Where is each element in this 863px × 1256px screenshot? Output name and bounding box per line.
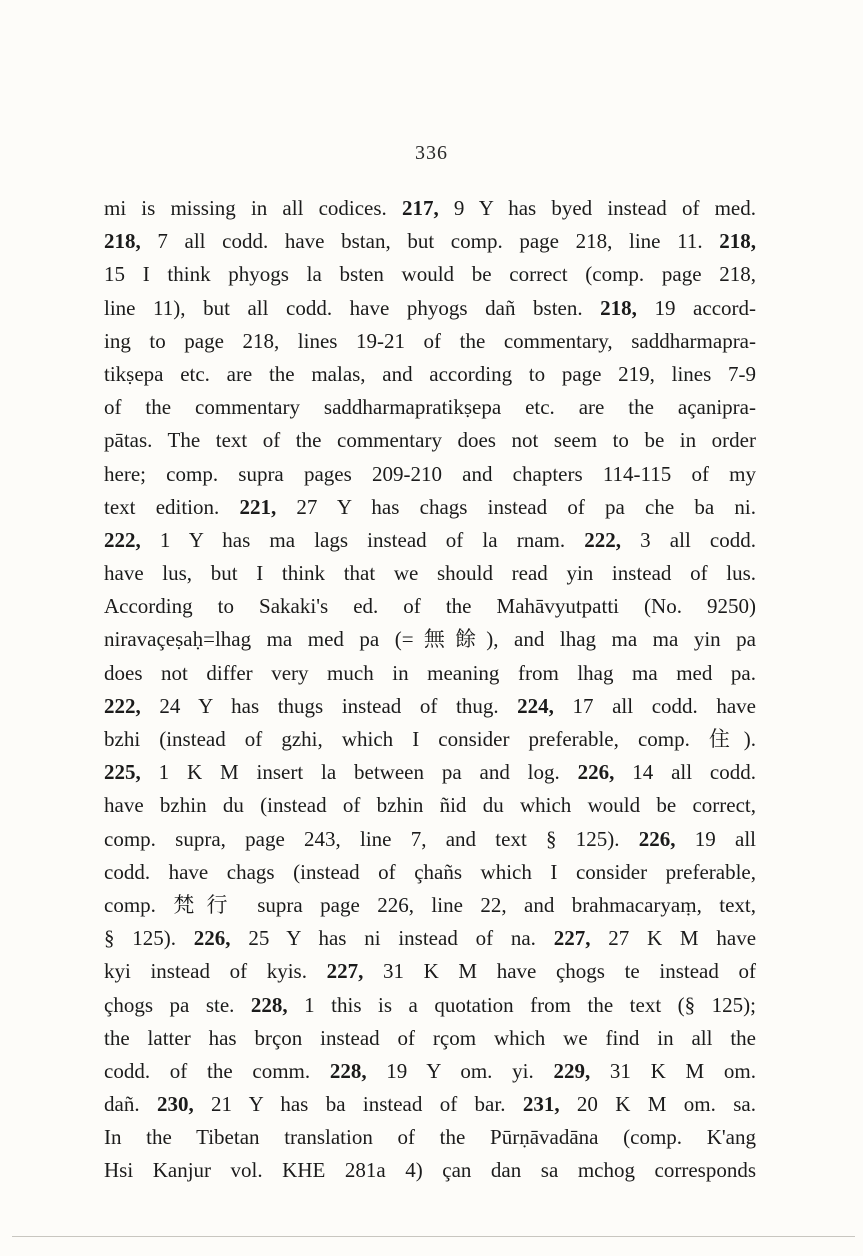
text-segment: text edition. — [104, 494, 240, 519]
reference-number: 226, — [193, 926, 231, 951]
text-segment: codd. have chags (instead of çhañs which I consider preferable, — [104, 859, 756, 884]
text-line — [104, 458, 756, 491]
text-line — [104, 989, 756, 1022]
text-line — [104, 590, 756, 623]
reference-number: 222, — [584, 527, 622, 552]
text-line — [104, 325, 756, 358]
text-line — [104, 491, 756, 524]
text-segment: 20 K M om. sa. — [559, 1092, 756, 1117]
text-segment: 25 Y has ni instead of na. — [230, 926, 554, 951]
text-segment: 21 Y has ba instead of bar. — [193, 1092, 523, 1117]
text-line — [104, 225, 756, 258]
text-line — [104, 856, 756, 889]
text-line — [104, 1154, 756, 1187]
reference-number: 229, — [553, 1058, 591, 1083]
text-segment: 7 all codd. have bstan, but comp. page 218, line 11. — [140, 229, 720, 254]
text-segment: 14 all codd. — [614, 760, 756, 785]
text-segment: In the Tibetan translation of the Pūrṇāvadāna (comp. K'ang — [104, 1125, 756, 1150]
text-segment: tikṣepa etc. are the malas, and according to page 219, lines 7-9 — [104, 361, 756, 386]
text-segment: 24 Y has thugs instead of thug. — [140, 693, 518, 718]
text-line — [104, 922, 756, 955]
text-segment: comp. supra, page 243, line 7, and text § 125). — [104, 826, 639, 851]
reference-number: 218, — [600, 295, 637, 320]
text-line — [104, 391, 756, 424]
text-segment: the latter has brçon instead of rçom which we find in all the — [104, 1025, 756, 1050]
reference-number: 222, — [104, 693, 141, 718]
text-segment: 27 K M have — [590, 926, 757, 951]
text-line — [104, 192, 756, 225]
text-segment: 31 K M have çhogs te instead of — [363, 959, 756, 984]
text-segment: Hsi Kanjur vol. KHE 281a 4) çan dan sa mchog corresponds — [104, 1158, 756, 1183]
reference-number: 227, — [326, 959, 364, 984]
text-segment: 19 all — [675, 826, 756, 851]
text-line — [104, 1055, 756, 1088]
text-segment: codd. of the comm. — [104, 1058, 330, 1083]
text-line — [104, 823, 756, 856]
text-segment: 31 K M om. — [590, 1058, 756, 1083]
page-number: 336 — [415, 142, 448, 164]
text-line — [104, 1088, 756, 1121]
text-line — [104, 789, 756, 822]
reference-number: 218, — [104, 229, 141, 254]
reference-number: 228, — [329, 1058, 367, 1083]
reference-number: 225, — [104, 760, 141, 785]
reference-number: 230, — [156, 1092, 194, 1117]
text-segment: have bzhin du (instead of bzhin ñid du which would be correct, — [104, 793, 756, 818]
reference-number: 221, — [239, 494, 277, 519]
text-line — [104, 358, 756, 391]
text-segment: § 125). — [104, 926, 194, 951]
reference-number: 226, — [638, 826, 676, 851]
text-segment: 1 K M insert la between pa and log. — [140, 760, 578, 785]
text-segment: 1 Y has ma lags instead of la rnam. — [140, 527, 585, 552]
reference-number: 218, — [719, 229, 756, 254]
text-segment: line 11), but all codd. have phyogs dañ bsten. — [104, 295, 601, 320]
text-segment: comp. 梵行 supra page 226, line 22, and brahmacaryaṃ, text, — [104, 892, 756, 917]
text-segment: 27 Y has chags instead of pa che ba ni. — [276, 494, 756, 519]
text-line — [104, 258, 756, 291]
text-line — [104, 623, 756, 656]
text-segment: 19 accord- — [636, 295, 757, 320]
text-segment: pātas. The text of the commentary does not seem to be in order — [104, 428, 756, 453]
text-line — [104, 424, 756, 457]
text-segment: niravaçeṣaḥ=lhag ma med pa (=無餘), and lhag ma ma yin pa — [104, 627, 756, 652]
text-segment: kyi instead of kyis. — [104, 959, 327, 984]
text-segment: 3 all codd. — [621, 527, 756, 552]
text-segment: 15 I think phyogs la bsten would be correct (comp. page 218, — [104, 262, 756, 287]
text-line — [104, 1121, 756, 1154]
reference-number: 228, — [250, 992, 288, 1017]
text-segment: çhogs pa ste. — [104, 992, 251, 1017]
text-line — [104, 657, 756, 690]
reference-number: 222, — [104, 527, 141, 552]
text-segment: ing to page 218, lines 19-21 of the commentary, saddharmapra- — [104, 328, 756, 353]
text-line — [104, 292, 756, 325]
text-segment: does not differ very much in meaning from lhag ma med pa. — [104, 660, 756, 685]
text-segment: bzhi (instead of gzhi, which I consider preferable, comp. 住). — [104, 727, 756, 751]
reference-number: 224, — [517, 693, 554, 718]
text-segment: dañ. — [104, 1092, 157, 1117]
reference-number: 227, — [553, 926, 591, 951]
text-line — [104, 690, 756, 723]
text-segment: 17 all codd. have — [553, 693, 756, 718]
body-text — [104, 192, 756, 1188]
bottom-edge-line — [12, 1236, 855, 1237]
reference-number: 217, — [401, 196, 439, 220]
text-line — [104, 524, 756, 557]
text-line — [104, 756, 756, 789]
text-segment: According to Sakaki's ed. of the Mahāvyutpatti (No. 9250) — [104, 594, 756, 619]
text-line — [104, 889, 756, 922]
text-segment: 9 Y has byed instead of med. — [438, 196, 756, 220]
text-segment: here; comp. supra pages 209-210 and chapters 114-115 of my — [104, 461, 756, 486]
text-line — [104, 955, 756, 988]
text-segment: 19 Y om. yi. — [366, 1058, 554, 1083]
text-segment: have lus, but I think that we should read yin instead of lus. — [104, 561, 756, 586]
text-segment: 1 this is a quotation from the text (§ 125); — [287, 992, 756, 1017]
reference-number: 231, — [522, 1092, 560, 1117]
text-line — [104, 557, 756, 590]
text-segment: mi is missing in all codices. — [104, 196, 402, 220]
text-line — [104, 723, 756, 756]
reference-number: 226, — [577, 760, 615, 785]
text-line — [104, 1022, 756, 1055]
text-segment: of the commentary saddharmapratikṣepa etc. are the açanipra- — [104, 395, 756, 420]
